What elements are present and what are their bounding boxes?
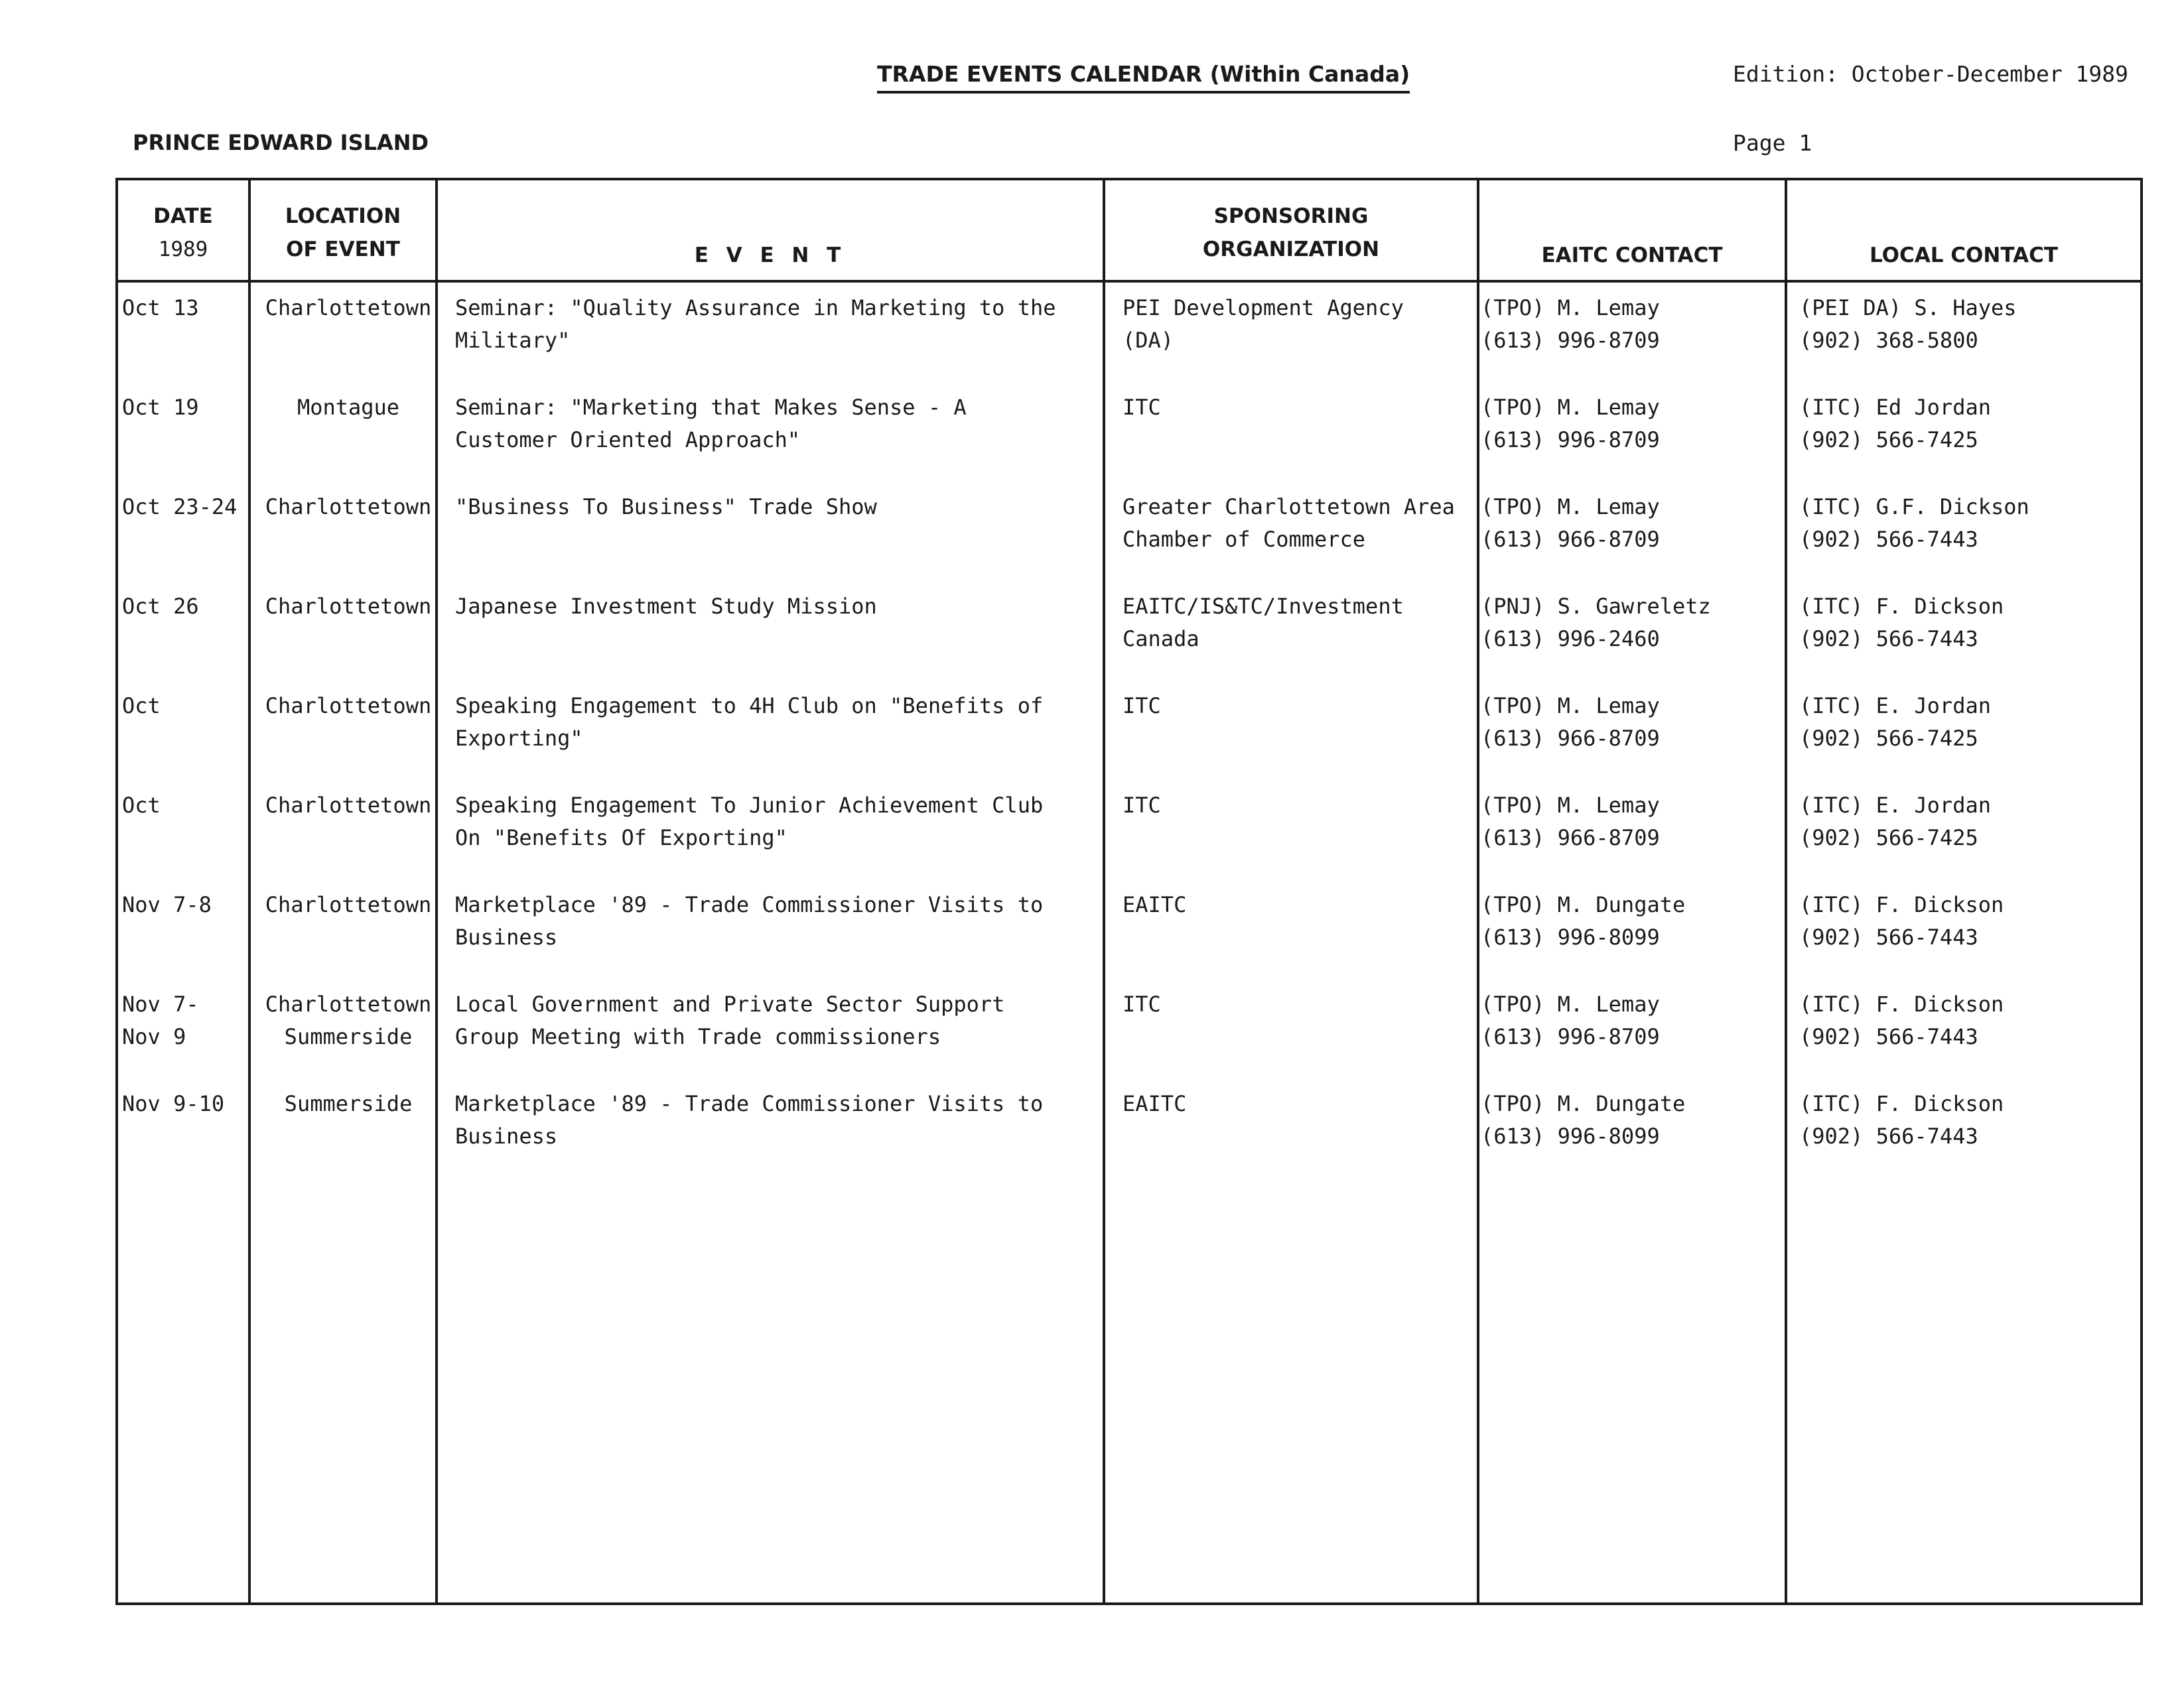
header-location	[251, 190, 435, 276]
event-cell: Marketplace '89 - Trade Commissioner Visits to Business	[455, 892, 1044, 950]
eaitc-contact-cell: (TPO) M. Lemay (613) 996-8709	[1481, 992, 1660, 1049]
table-row	[118, 491, 2140, 590]
local-contact-cell: (ITC) E. Jordan (902) 566-7425	[1799, 693, 1991, 751]
eaitc-contact-cell: (TPO) M. Lemay (613) 966-8709	[1481, 494, 1660, 552]
eaitc-contact-cell: (TPO) M. Dungate (613) 996-8099	[1481, 892, 1686, 950]
date-cell: Oct 13	[122, 295, 199, 320]
edition-label: Edition: October-December 1989	[1733, 61, 2129, 87]
date-cell: Oct 26	[122, 594, 199, 619]
local-contact-cell: (ITC) F. Dickson (902) 566-7443	[1799, 892, 2004, 950]
sponsor-cell: ITC	[1123, 693, 1161, 718]
event-cell: Marketplace '89 - Trade Commissioner Visits to Business	[455, 1091, 1044, 1149]
event-cell: "Business To Business" Trade Show	[455, 494, 877, 519]
location-cell: Summerside	[284, 1091, 413, 1116]
eaitc-contact-cell: (TPO) M. Lemay (613) 966-8709	[1481, 693, 1660, 751]
header-event	[438, 190, 1103, 276]
header-event-label: E V E N T	[694, 243, 847, 267]
table-row	[118, 789, 2140, 889]
region-heading: PRINCE EDWARD ISLAND	[133, 130, 429, 155]
date-cell: Oct 19	[122, 395, 199, 420]
table-row	[118, 690, 2140, 789]
date-cell: Nov 9-10	[122, 1091, 225, 1116]
local-contact-cell: (ITC) F. Dickson (902) 566-7443	[1799, 992, 2004, 1049]
header-divider	[118, 280, 2140, 283]
location-cell: Charlottetown	[265, 693, 432, 718]
header-sponsor-line2: ORGANIZATION	[1202, 237, 1380, 261]
date-cell: Nov 7- Nov 9	[122, 992, 199, 1049]
sponsor-cell: ITC	[1123, 992, 1161, 1017]
event-cell: Seminar: "Quality Assurance in Marketing to the Military"	[455, 295, 1056, 353]
table-row	[118, 590, 2140, 690]
sponsor-cell: ITC	[1123, 793, 1161, 818]
local-contact-cell: (ITC) Ed Jordan (902) 566-7425	[1799, 395, 1991, 452]
eaitc-contact-cell: (TPO) M. Lemay (613) 996-8709	[1481, 295, 1660, 353]
table-row	[118, 292, 2140, 391]
event-cell: Seminar: "Marketing that Makes Sense - A Customer Oriented Approach"	[455, 395, 967, 452]
eaitc-contact-cell: (TPO) M. Lemay (613) 996-8709	[1481, 395, 1660, 452]
event-cell: Speaking Engagement to 4H Club on "Benefits of Exporting"	[455, 693, 1044, 751]
header-local-label: LOCAL CONTACT	[1870, 243, 2058, 267]
eaitc-contact-cell: (PNJ) S. Gawreletz (613) 996-2460	[1481, 594, 1711, 651]
location-cell: Charlottetown	[265, 295, 432, 320]
event-cell: Japanese Investment Study Mission	[455, 594, 877, 619]
events-table	[115, 178, 2143, 1605]
header-sponsor-line1: SPONSORING	[1213, 204, 1369, 228]
header-sponsor	[1105, 190, 1477, 276]
header-location-line2: OF EVENT	[286, 237, 400, 261]
eaitc-contact-cell: (TPO) M. Lemay (613) 966-8709	[1481, 793, 1660, 850]
location-cell: Charlottetown	[265, 594, 432, 619]
header-local-contact	[1787, 190, 2140, 276]
sponsor-cell: EAITC	[1123, 892, 1187, 917]
local-contact-cell: (ITC) F. Dickson (902) 566-7443	[1799, 594, 2004, 651]
local-contact-cell: (PEI DA) S. Hayes (902) 368-5800	[1799, 295, 2017, 353]
location-cell: Montague	[297, 395, 400, 420]
sponsor-cell: Greater Charlottetown Area Chamber of Commerce	[1123, 494, 1455, 552]
local-contact-cell: (ITC) F. Dickson (902) 566-7443	[1799, 1091, 2004, 1149]
document-title: TRADE EVENTS CALENDAR (Within Canada)	[877, 61, 1410, 94]
header-eaitc-label: EAITC CONTACT	[1541, 243, 1723, 267]
date-cell: Oct	[122, 693, 161, 718]
date-cell: Oct 23-24	[122, 494, 238, 519]
header-location-line1: LOCATION	[285, 204, 401, 228]
date-cell: Oct	[122, 793, 161, 818]
event-cell: Speaking Engagement To Junior Achievement Club On "Benefits Of Exporting"	[455, 793, 1044, 850]
location-cell: Charlottetown	[265, 793, 432, 818]
location-cell: Charlottetown Summerside	[265, 992, 432, 1049]
header-date	[118, 190, 248, 276]
table-body	[118, 292, 2140, 1187]
location-cell: Charlottetown	[265, 494, 432, 519]
table-row	[118, 391, 2140, 491]
sponsor-cell: EAITC	[1123, 1091, 1187, 1116]
event-cell: Local Government and Private Sector Support Group Meeting with Trade commissioners	[455, 992, 1005, 1049]
table-row	[118, 889, 2140, 988]
location-cell: Charlottetown	[265, 892, 432, 917]
date-cell: Nov 7-8	[122, 892, 212, 917]
header-date-label: DATE	[153, 204, 213, 228]
local-contact-cell: (ITC) G.F. Dickson (902) 566-7443	[1799, 494, 2029, 552]
sponsor-cell: PEI Development Agency (DA)	[1123, 295, 1404, 353]
page-number: Page 1	[1733, 130, 1812, 156]
local-contact-cell: (ITC) E. Jordan (902) 566-7425	[1799, 793, 1991, 850]
table-row	[118, 1088, 2140, 1187]
header-eaitc-contact	[1479, 190, 1785, 276]
sponsor-cell: ITC	[1123, 395, 1161, 420]
sponsor-cell: EAITC/IS&TC/Investment Canada	[1123, 594, 1404, 651]
eaitc-contact-cell: (TPO) M. Dungate (613) 996-8099	[1481, 1091, 1686, 1149]
header-date-year: 1989	[158, 237, 208, 261]
table-row	[118, 988, 2140, 1088]
